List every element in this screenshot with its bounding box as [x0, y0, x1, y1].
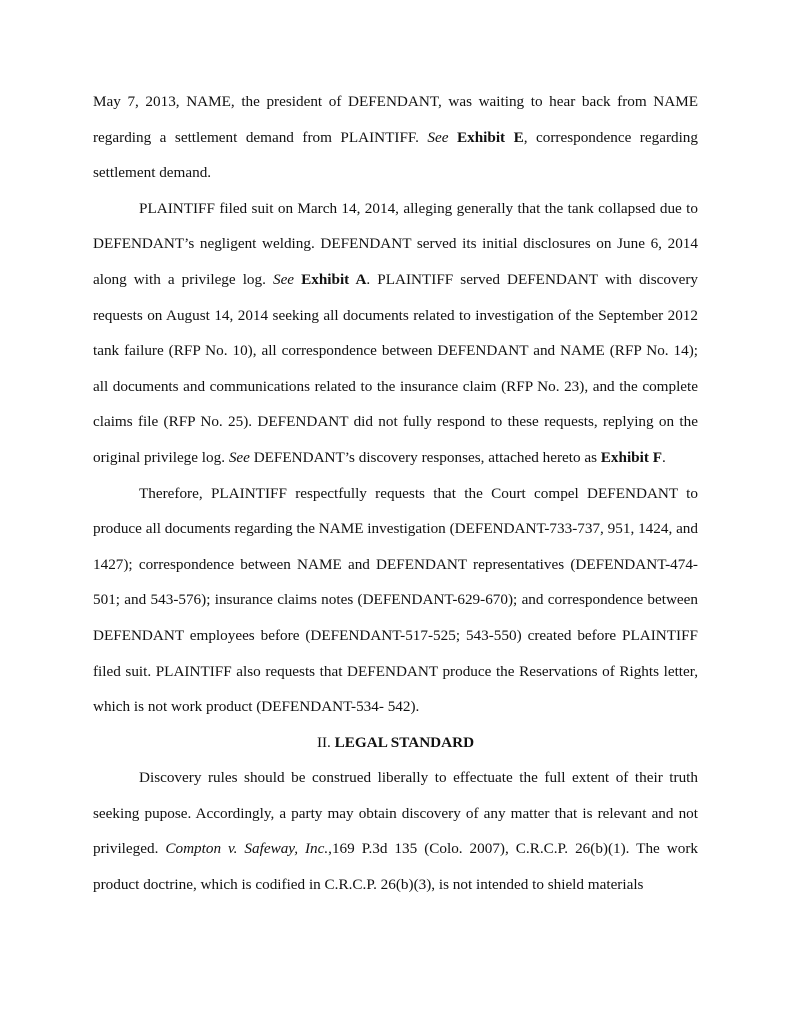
text-run: PLAINTIFF filed suit on March 14, 2014, alleging generally that the tank collapsed due to DEFENDANT’s negligent welding. DEFENDANT served its initial disclosures on June 6, 2014 along with a privilege log. [93, 199, 698, 288]
italic-text: See [427, 128, 449, 146]
paragraph [93, 476, 698, 725]
text-run: DEFENDANT’s discovery responses, attached hereto as [249, 448, 601, 466]
text-run: . PLAINTIFF served DEFENDANT with discovery requests on August 14, 2014 seeking all documents related to investigation of the September 2012 tank failure (RFP No. 10), all correspondence between DEFENDANT and NAME (RFP No. 14); all documents and communications related to the insurance claim (RFP No. 23), and the complete claims file (RFP No. 25). DEFENDANT did not fully respond to these requests, replying on the original privilege log. [93, 270, 698, 466]
italic-text: See [272, 270, 295, 288]
paragraph [93, 760, 698, 902]
text-run: May 7, 2013, NAME, the president of DEFENDANT, was waiting to hear back from NAME regarding a settlement demand from PLAINTIFF. [93, 93, 698, 146]
paragraph [93, 191, 698, 476]
body-text-after-heading [93, 760, 698, 902]
text-run: . [662, 448, 666, 466]
section-number: II. [316, 733, 331, 751]
italic-text: See [228, 448, 250, 466]
body-text-before-heading [93, 84, 698, 725]
document-page [93, 84, 698, 903]
bold-text: Exhibit E [457, 128, 524, 146]
text-run: ,169 P.3d 135 (Colo. 2007), C.R.C.P. 26(b)(1). The work product doctrine, which is codified in C.R.C.P. 26(b)(3), is not intended to shield materials [93, 840, 698, 894]
paragraph [93, 84, 698, 191]
bold-text: Exhibit F [600, 448, 662, 466]
text-run: Discovery rules should be construed liberally to effectuate the full extent of their truth seeking pupose. Accordingly, a party may obtain discovery of any matter that is relevant and not privileged. [93, 769, 698, 858]
section-heading [93, 725, 698, 761]
italic-text: Compton v. Safeway, Inc. [165, 840, 329, 858]
text-run: , correspondence regarding settlement demand. [93, 128, 698, 182]
text-run: Therefore, PLAINTIFF respectfully requests that the Court compel DEFENDANT to produce all documents regarding the NAME investigation (DEFENDANT-733-737, 951, 1424, and 1427); correspondence between NAME and DEFENDANT representatives (DEFENDANT-474-501; and 543-576); insurance claims notes (DEFENDANT-629-670); and correspondence between DEFENDANT employees before (DEFENDANT-517-525; 543-550) created before PLAINTIFF filed suit. PLAINTIFF also requests that DEFENDANT produce the Reservations of Rights letter, which is not work product (DEFENDANT-534- 542). [93, 484, 698, 716]
section-title: LEGAL STANDARD [334, 733, 475, 751]
text-run [449, 129, 458, 146]
bold-text: Exhibit A [301, 270, 367, 288]
